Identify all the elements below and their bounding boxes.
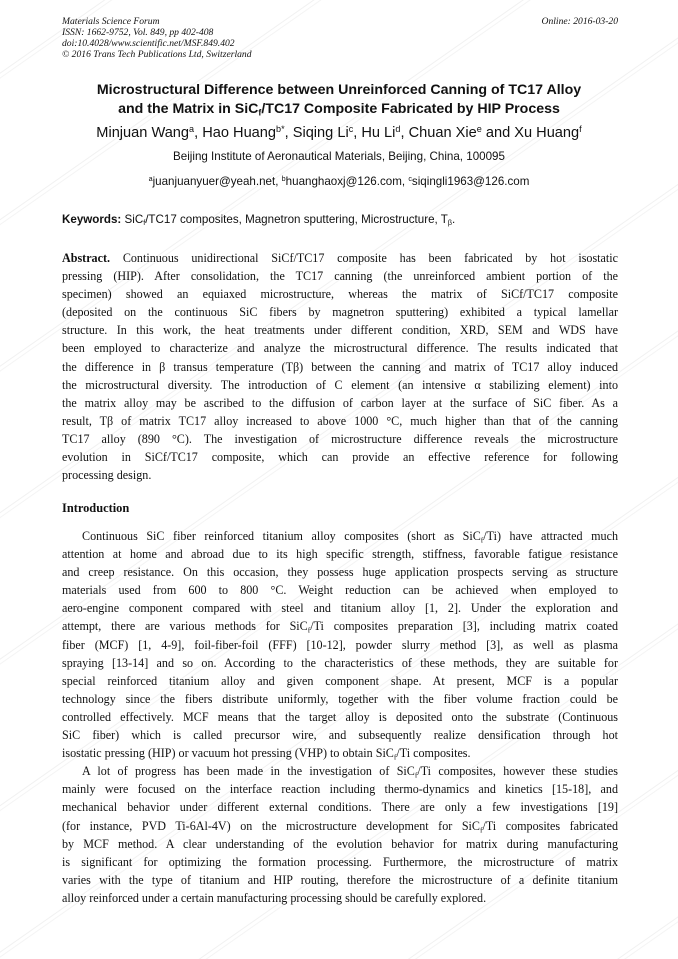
intro-line: fiber (MCF) [1, 4-9], foil-fiber-foil (FFF) [10-12], powder slurry method [3], as well as plasma [62,637,618,652]
intro-line: mechanical behavior under different external conditions. There are only a few investigations [19] [62,800,618,815]
intro-line: and creep resistance. On this occasion, they possess huge application prospects serving as structure [62,565,618,580]
author [514,125,581,141]
intro-line: attention at home and abroad due to its high specific strength, stiffness, favorable fatigue resistance [62,547,618,562]
intro-line [62,617,618,635]
author-separator: , [284,125,293,141]
abstract-line: structure. In this work, the heat treatments under different condition, XRD, SEM and WDS have [62,323,618,338]
intro-line: varies with the type of titanium and HIP routing, therefore the microstructure of a definite titanium [62,872,618,887]
intro-sub: f [414,770,418,780]
abstract-line: processing design. [62,468,152,483]
keywords-text-1: SiC [124,213,144,226]
online-date: Online: 2016-03-20 [541,16,618,27]
title-line-2 [50,100,628,119]
paper-title [50,81,628,119]
author-separator: , [353,125,362,141]
email-address[interactable]: huanghaoxj@126.com [285,175,402,188]
abstract-line [62,249,618,267]
title-line-2-a: and the Matrix in SiC [118,101,259,117]
email-list [40,175,638,188]
abstract-line: result, Tβ of matrix TC17 alloy increased to above 1000 °C, much higher than that of the canning [62,413,618,428]
intro-text: A lot of progress has been made in the investigation of SiC [82,764,415,779]
email-separator: , [275,175,282,188]
email-separator: , [401,175,409,188]
doi-line[interactable]: doi:10.4028/www.scientific.net/MSF.849.402 [62,38,235,49]
author-sup: e [476,124,482,135]
author-sup: b* [276,124,285,135]
intro-text: /Ti composites, however these studies [417,764,618,779]
intro-line: spraying [13-14] and so on. According to the characteristics of these methods, they are suitable for [62,655,618,670]
journal-name: Materials Science Forum [62,16,160,27]
keywords-text-3: . [451,213,456,226]
intro-text: (for instance, PVD Ti-6Al-4V) on the microstructure development for SiC [62,818,480,833]
intro-text: /Ti composites preparation [3], including matrix coated [310,619,618,634]
author-name: Xu Huang [514,125,580,141]
keywords-sub-2: β [447,218,452,228]
affiliation: Beijing Institute of Aeronautical Materials, Beijing, China, 100095 [173,150,505,163]
keywords [62,213,618,226]
intro-line: technology since the fibers distribute uniformly, together with the fiber volume fraction could be [62,691,618,706]
copyright-line: © 2016 Trans Tech Publications Ltd, Switzerland [62,49,252,60]
journal-header [62,16,618,60]
email-address[interactable]: siqingli1963@126.com [411,175,530,188]
author [293,125,362,141]
author [96,125,202,141]
author-list [40,123,638,143]
intro-text: /Ti composites fabricated [482,818,618,833]
intro-line: by MCF method. A clear understanding of the evolution behavior for matrix during manufacturing [62,836,618,851]
intro-text: attempt, there are various methods for SiC [62,619,308,634]
abstract-line: the microstructural diversity. The introduction of C element (an intensive α stabilizing element) into [62,377,618,392]
author-name: Hu Li [361,125,396,141]
abstract-line: the matrix alloy may be ascribed to the diffusion of carbon layer at the surface of SiC fiber. As a [62,395,618,410]
intro-sub: f [479,824,483,834]
intro-sub: f [307,625,311,635]
intro-line: is significant for optimizing the formation processing. Furthermore, the microstructure of matrix [62,854,618,869]
intro-line: alloy reinforced under a certain manufacturing processing should be carefully explored. [62,890,487,905]
title-subscript: f [258,107,262,118]
intro-text: /Ti composites. [396,746,471,761]
intro-line: materials used from 600 to 800 °C. Weight reduction can be achieved when employed to [62,583,618,598]
email-sup: b [281,174,286,184]
title-line-2-b: /TC17 Composite Fabricated by HIP Process [261,101,560,117]
keywords-text-2: /TC17 composites, Magnetron sputtering, Microstructure, T [145,213,448,226]
author-separator: , [400,125,409,141]
author-sup: f [579,124,582,135]
intro-line: controlled effectively. MCF means that the target alloy is deposited onto the substrate (Continuous [62,709,618,724]
author-separator: and [481,125,515,141]
issn-line: ISSN: 1662-9752, Vol. 849, pp 402-408 [62,27,214,38]
author [361,125,408,141]
abstract-line: the difference in β transus temperature (Tβ) between the canning and matrix of TC17 alloy induced [62,359,618,374]
email-address[interactable]: juanjuanyuer@yeah.net [152,175,276,188]
author [409,125,515,141]
intro-line: SiC fiber) which is called precursor wire, and subsequently realize densification through hot [62,728,618,743]
author-name: Hao Huang [202,125,277,141]
intro-sub: f [480,535,484,545]
author-name: Siqing Li [292,125,349,141]
abstract-line: evolution in SiCf/TC17 composite, which can provide an effective reference for following [62,450,618,465]
intro-line [62,762,618,780]
abstract [62,249,618,484]
abstract-line-text: Continuous unidirectional SiCf/TC17 composite has been fabricated by hot isostatic [122,251,618,265]
intro-text: Continuous SiC fiber reinforced titanium alloy composites (short as SiC [82,529,481,543]
keywords-label: Keywords: [62,213,122,226]
introduction-body [62,527,618,907]
intro-line [62,744,618,762]
author-sup: a [189,124,195,135]
intro-line: mainly were focused on the interface reaction including thermo-dynamics and kinetics [15-18], and [62,782,618,797]
author [202,125,293,141]
intro-text: /Ti) have attracted much [483,529,618,543]
author-name: Minjuan Wang [96,125,190,141]
email-sup: a [148,174,153,184]
author-name: Chuan Xie [408,125,477,141]
intro-sub: f [393,752,397,762]
abstract-label: Abstract. [62,251,111,265]
intro-line [62,817,618,835]
email-sup: c [408,174,412,184]
author-sup: c [348,124,354,135]
abstract-line: specimen) showed an equiaxed microstructure, whereas the matrix of SiCf/TC17 composite [62,287,618,302]
abstract-line: TC17 alloy (890 °C). The investigation of microstructure difference reveals the microstructure [62,431,618,446]
author-sup: d [395,124,401,135]
section-heading-introduction: Introduction [62,501,130,515]
author-separator: , [194,125,203,141]
intro-line [62,527,618,545]
title-line-1: Microstructural Difference between Unreinforced Canning of TC17 Alloy [96,82,582,98]
abstract-line: been employed to characterize and analyze the microstructural difference. The results indicated that [62,341,618,356]
abstract-line: pressing (HIP). After consolidation, the TC17 canning (the unreinforced ambient portion of the [62,269,618,284]
intro-text: isostatic pressing (HIP) or vacuum hot pressing (VHP) to obtain SiC [62,746,394,761]
intro-line: special reinforced titanium alloy and given component shape. At present, MCF is a popular [62,673,618,688]
abstract-line: (deposited on the continuous SiC fibers by magnetron sputtering) exhibited a typical lamellar [62,305,618,320]
keywords-sub-1: f [143,218,146,228]
intro-line: aero-engine component compared with steel and titanium alloy [1, 2]. Under the exploration and [62,601,618,616]
